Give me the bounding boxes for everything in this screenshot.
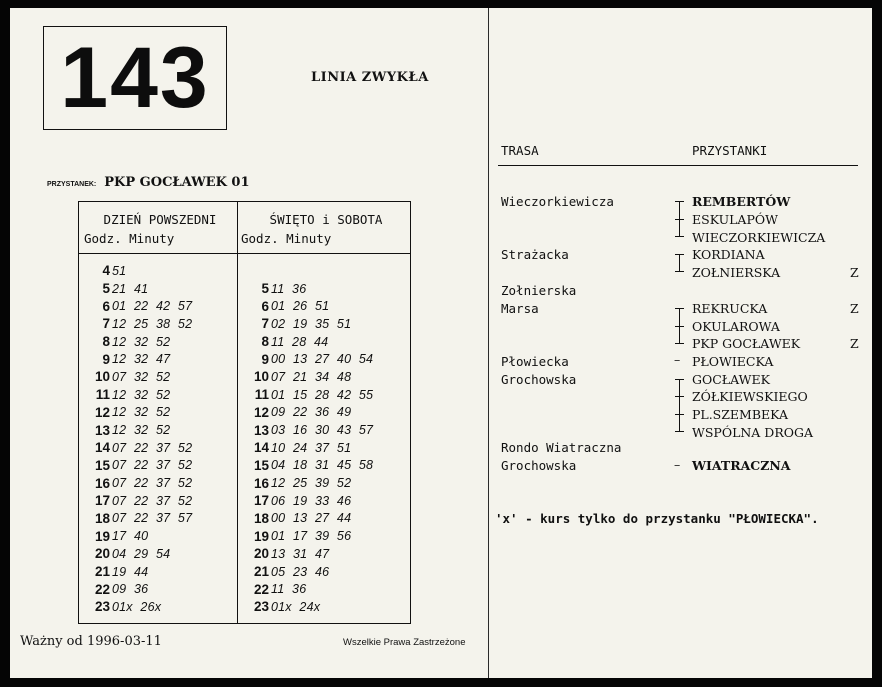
route-stop: WIECZORKIEWICZA <box>692 230 826 245</box>
departure-row <box>238 474 411 492</box>
route-stop: PŁOWIECKA <box>692 354 774 369</box>
departure-minutes: 12 25 39 52 <box>271 476 352 491</box>
departure-row <box>238 297 411 315</box>
departure-minutes: 07 22 37 52 <box>112 476 193 491</box>
copyright-notice: Wszelkie Prawa Zastrzeżone <box>343 637 466 648</box>
departure-minutes: 09 22 36 49 <box>271 405 352 420</box>
route-stop: PKP GOCŁAWEK <box>692 336 801 351</box>
departure-minutes: 01 26 51 <box>271 299 330 314</box>
departure-row <box>238 386 411 404</box>
departure-row <box>238 350 411 368</box>
departure-hour: 13 <box>94 422 110 438</box>
departure-minutes: 12 25 38 52 <box>112 316 193 331</box>
departure-row <box>238 545 411 563</box>
departure-minutes: 01 15 28 42 55 <box>271 387 374 402</box>
stops-column-header: PRZYSTANKI <box>692 143 768 158</box>
departure-row <box>238 510 411 528</box>
departure-hour: 17 <box>253 493 269 509</box>
departure-row <box>79 350 237 368</box>
departure-minutes: 13 31 47 <box>271 546 330 561</box>
departure-minutes: 04 29 54 <box>112 546 171 561</box>
departure-hour: 14 <box>94 440 110 456</box>
departure-minutes: 12 32 47 <box>112 352 171 367</box>
route-stop: WSPÓLNA DROGA <box>692 425 814 440</box>
route-stop: ZÓŁKIEWSKIEGO <box>692 389 808 404</box>
weekday-header <box>84 210 236 248</box>
departure-row <box>79 315 237 333</box>
departure-row <box>238 580 411 598</box>
departure-hour: 18 <box>94 510 110 526</box>
departure-row <box>79 333 237 351</box>
route-stop: WIATRACZNA <box>692 458 791 473</box>
departure-row <box>238 368 411 386</box>
departure-row <box>79 492 237 510</box>
departure-row <box>79 527 237 545</box>
departure-row <box>238 563 411 581</box>
stop-group-bracket <box>675 254 685 272</box>
departure-hour: 10 <box>94 369 110 385</box>
weekday-title: DZIEŃ POWSZEDNI <box>103 212 217 227</box>
stop-request-mark: Z <box>850 336 859 351</box>
stop-label: PRZYSTANEK: <box>47 181 97 188</box>
departure-minutes: 03 16 30 43 57 <box>271 423 374 438</box>
departure-minutes: 02 19 35 51 <box>271 316 352 331</box>
line-number: 143 <box>60 30 210 126</box>
departure-row <box>238 315 411 333</box>
departure-hour: 8 <box>261 334 269 350</box>
route-street: Strażacka <box>501 247 569 262</box>
timetable-header-rule <box>79 253 410 254</box>
departure-hour: 16 <box>94 475 110 491</box>
route-street: Grochowska <box>501 372 577 387</box>
departure-row <box>79 510 237 528</box>
route-stop: KORDIANA <box>692 247 765 262</box>
departure-hour: 23 <box>94 599 110 615</box>
departure-row <box>238 527 411 545</box>
departure-row <box>79 580 237 598</box>
departure-row <box>79 439 237 457</box>
departure-hour: 9 <box>261 351 269 367</box>
timetable-grid <box>78 201 411 624</box>
departure-minutes: 17 40 <box>112 529 149 544</box>
departure-row <box>79 598 237 616</box>
departure-row <box>79 545 237 563</box>
departure-hour: 15 <box>94 457 110 473</box>
departure-minutes: 05 23 46 <box>271 564 330 579</box>
departure-minutes: 10 24 37 51 <box>271 440 352 455</box>
departure-hour: 20 <box>253 546 269 562</box>
departure-minutes: 51 <box>112 263 127 278</box>
departure-row <box>79 368 237 386</box>
departure-row <box>238 421 411 439</box>
departure-row <box>238 404 411 422</box>
departure-hour: 8 <box>102 334 110 350</box>
departure-minutes: 11 36 <box>271 281 307 296</box>
departure-row <box>79 474 237 492</box>
stop-name: PKP GOCŁAWEK 01 <box>104 175 250 190</box>
departure-minutes: 21 41 <box>112 281 149 296</box>
departure-minutes: 12 32 52 <box>112 387 171 402</box>
departure-hour: 21 <box>94 564 110 580</box>
departure-hour: 5 <box>102 281 110 297</box>
departure-row <box>79 297 237 315</box>
stop-request-mark: Z <box>850 301 859 316</box>
holiday-title: ŚWIĘTO i SOBOTA <box>269 212 383 227</box>
weekday-columns: Godz. Minuty <box>84 231 175 246</box>
departure-row <box>238 492 411 510</box>
stop-group-bracket <box>675 379 685 432</box>
stop-request-mark: Z <box>850 265 859 280</box>
departure-minutes: 07 21 34 48 <box>271 369 352 384</box>
route-street: Wieczorkiewicza <box>501 194 614 209</box>
departure-minutes: 01 17 39 56 <box>271 529 352 544</box>
departure-minutes: 01 22 42 57 <box>112 299 193 314</box>
departure-hour: 14 <box>253 440 269 456</box>
holiday-departures <box>238 262 411 616</box>
stop-dash: – <box>674 352 681 367</box>
departure-hour: 11 <box>95 387 110 403</box>
route-street: Rondo Wiatraczna <box>501 440 622 455</box>
departure-hour: 10 <box>253 369 269 385</box>
departure-minutes: 07 22 37 52 <box>112 440 193 455</box>
departure-row <box>238 262 411 280</box>
departure-row <box>238 280 411 298</box>
departure-row <box>79 262 237 280</box>
departure-hour: 12 <box>253 404 269 420</box>
departure-minutes: 01x 26x <box>112 599 162 614</box>
departure-minutes: 11 28 44 <box>271 334 329 349</box>
departure-hour: 15 <box>253 457 269 473</box>
departure-hour: 21 <box>253 564 269 580</box>
departure-minutes: 04 18 31 45 58 <box>271 458 374 473</box>
page-divider <box>488 8 489 678</box>
departure-minutes: 12 32 52 <box>112 405 171 420</box>
route-stop: ESKULAPÓW <box>692 212 778 227</box>
departure-hour: 4 <box>102 263 110 279</box>
route-header-rule <box>498 165 858 166</box>
departure-row <box>79 404 237 422</box>
departure-minutes: 00 13 27 44 <box>271 511 352 526</box>
route-street: Marsa <box>501 301 539 316</box>
weekday-departures <box>79 262 237 616</box>
line-number-box <box>43 26 227 130</box>
departure-minutes: 07 22 37 52 <box>112 458 193 473</box>
departure-hour: 19 <box>253 528 269 544</box>
departure-hour: 11 <box>254 387 269 403</box>
departure-hour: 12 <box>94 404 110 420</box>
departure-row <box>238 333 411 351</box>
departure-row <box>238 598 411 616</box>
departure-row <box>79 563 237 581</box>
stop-header <box>47 175 250 190</box>
departure-row <box>79 280 237 298</box>
departure-minutes: 00 13 27 40 54 <box>271 352 374 367</box>
departure-hour: 6 <box>102 298 110 314</box>
departure-hour: 7 <box>102 316 110 332</box>
route-stop: OKULAROWA <box>692 319 780 334</box>
route-column-header: TRASA <box>501 143 539 158</box>
departure-minutes: 07 32 52 <box>112 369 171 384</box>
departure-hour: 22 <box>253 581 269 597</box>
route-stop: REMBERTÓW <box>692 194 791 209</box>
holiday-columns: Godz. Minuty <box>241 231 332 246</box>
departure-hour: 7 <box>261 316 269 332</box>
departure-minutes: 11 36 <box>271 582 307 597</box>
departure-minutes: 19 44 <box>112 564 149 579</box>
line-type: LINIA ZWYKŁA <box>311 70 429 85</box>
departure-minutes: 06 19 33 46 <box>271 493 352 508</box>
departure-hour: 17 <box>94 493 110 509</box>
departure-row <box>238 439 411 457</box>
departure-hour: 9 <box>102 351 110 367</box>
departure-hour: 20 <box>94 546 110 562</box>
departure-minutes: 12 32 52 <box>112 334 171 349</box>
stop-group-bracket <box>675 201 685 237</box>
route-street: Grochowska <box>501 458 577 473</box>
valid-from: Ważny od 1996-03-11 <box>20 634 162 649</box>
departure-hour: 16 <box>253 475 269 491</box>
route-stop: ZOŁNIERSKA <box>692 265 781 280</box>
holiday-header <box>241 210 411 248</box>
route-street: Zołnierska <box>501 283 577 298</box>
departure-hour: 22 <box>94 581 110 597</box>
route-stop: PL.SZEMBEKA <box>692 407 789 422</box>
departure-minutes: 12 32 52 <box>112 423 171 438</box>
stop-dash: – <box>674 457 681 472</box>
departure-minutes: 07 22 37 52 <box>112 493 193 508</box>
departure-hour: 5 <box>261 281 269 297</box>
departure-minutes: 01x 24x <box>271 599 321 614</box>
departure-hour: 23 <box>253 599 269 615</box>
stop-group-bracket <box>675 308 685 344</box>
trip-note: 'x' - kurs tylko do przystanku "PŁOWIECKA". <box>495 511 819 526</box>
departure-hour: 13 <box>253 422 269 438</box>
departure-minutes: 09 36 <box>112 582 149 597</box>
departure-hour: 18 <box>253 510 269 526</box>
departure-row <box>238 457 411 475</box>
departure-hour: 6 <box>261 298 269 314</box>
route-street: Płowiecka <box>501 354 569 369</box>
departure-minutes: 07 22 37 57 <box>112 511 193 526</box>
departure-hour: 19 <box>94 528 110 544</box>
route-stop: GOCŁAWEK <box>692 372 770 387</box>
departure-row <box>79 421 237 439</box>
departure-row <box>79 457 237 475</box>
departure-row <box>79 386 237 404</box>
route-stop: REKRUCKA <box>692 301 768 316</box>
